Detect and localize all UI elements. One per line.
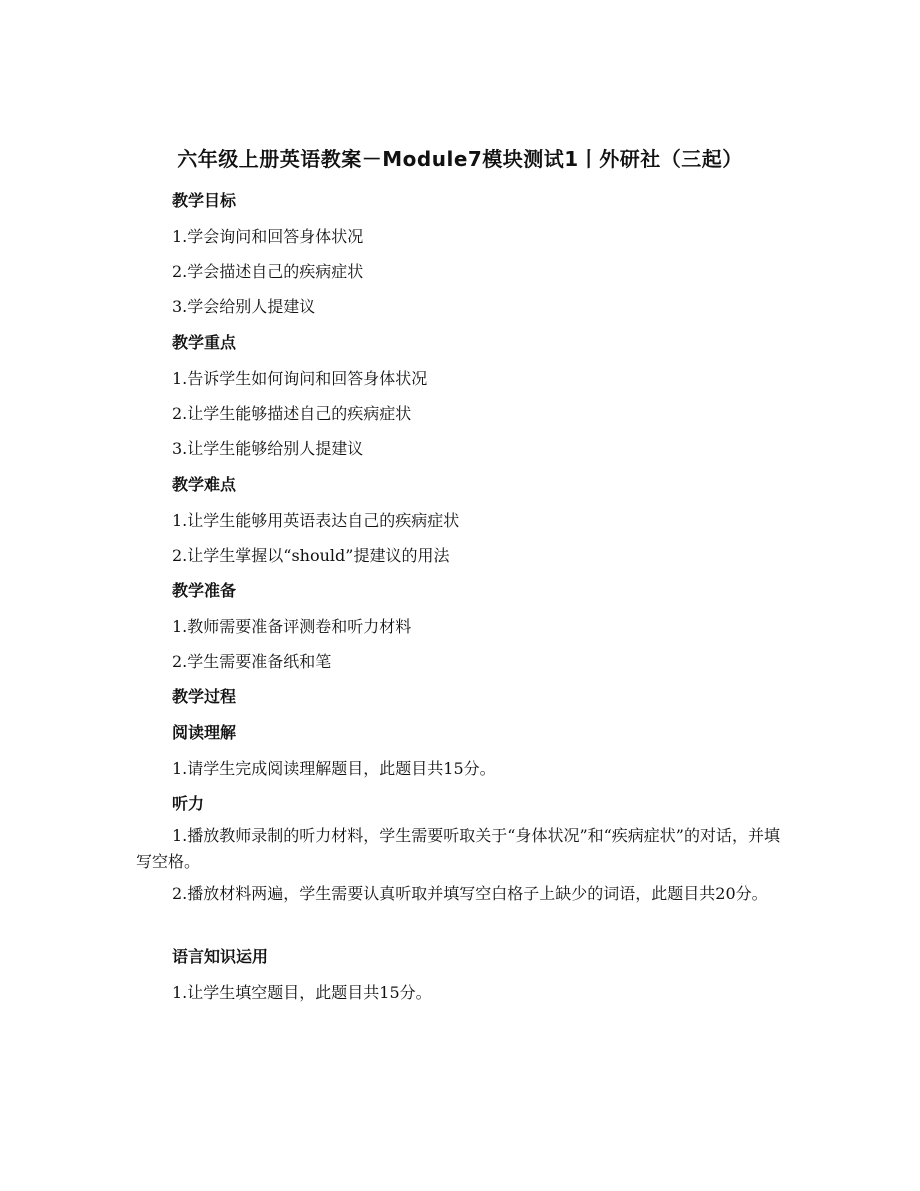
- section-heading-difficulties: 教学难点: [172, 475, 237, 494]
- document-title: 六年级上册英语教案－Module7模块测试1丨外研社（三起）: [177, 147, 743, 171]
- preparation-item: 2.学生需要准备纸和笔: [172, 652, 332, 671]
- key-point-item: 1.告诉学生如何询问和回答身体状况: [172, 369, 428, 388]
- reading-item: 1.请学生完成阅读理解题目，此题目共15分。: [172, 759, 496, 778]
- goal-item: 2.学会描述自己的疾病症状: [172, 262, 364, 281]
- language-item: 1.让学生填空题目，此题目共15分。: [172, 983, 432, 1002]
- section-heading-language: 语言知识运用: [172, 947, 269, 966]
- section-heading-process: 教学过程: [172, 687, 237, 706]
- key-point-item: 2.让学生能够描述自己的疾病症状: [172, 404, 412, 423]
- preparation-item: 1.教师需要准备评测卷和听力材料: [172, 617, 412, 636]
- listening-paragraph: 1.播放教师录制的听力材料，学生需要听取关于“身体状况”和“疾病症状”的对话，并填写空格。: [136, 826, 780, 871]
- section-heading-reading: 阅读理解: [172, 723, 237, 742]
- section-heading-listening: 听力: [172, 794, 205, 813]
- listening-paragraph: 2.播放材料两遍，学生需要认真听取并填写空白格子上缺少的词语，此题目共20分。: [172, 884, 768, 903]
- goal-item: 3.学会给别人提建议: [172, 297, 316, 316]
- section-heading-key-points: 教学重点: [172, 333, 237, 352]
- difficulty-item: 1.让学生能够用英语表达自己的疾病症状: [172, 511, 460, 530]
- difficulty-item: 2.让学生掌握以“should”提建议的用法: [172, 546, 450, 565]
- section-heading-goals: 教学目标: [172, 191, 237, 210]
- section-heading-preparation: 教学准备: [172, 581, 237, 600]
- goal-item: 1.学会询问和回答身体状况: [172, 227, 364, 246]
- key-point-item: 3.让学生能够给别人提建议: [172, 439, 364, 458]
